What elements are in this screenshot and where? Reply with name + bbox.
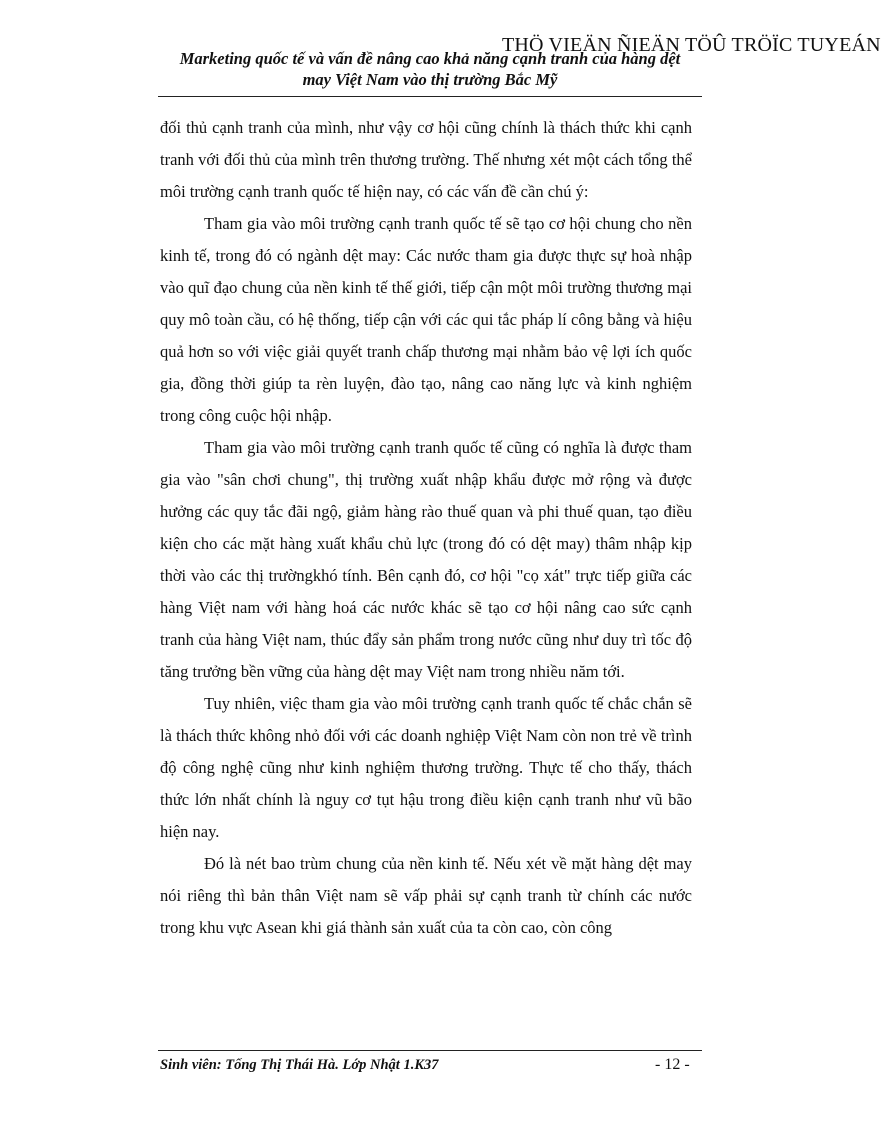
paragraph-2: Tham gia vào môi trường cạnh tranh quốc tế sẽ tạo cơ hội chung cho nền kinh tế, trong đó có ngành dệt may: Các nước tham gia được thực sự hoà nhập vào quĩ đạo chung của nền kinh tế thế giới, tiếp cận một môi trường thương mại quy mô toàn cầu, có hệ thống, tiếp cận với các qui tắc pháp lí công bằng và hiệu quả hơn so với việc giải quyết tranh chấp thương mại nhằm bảo vệ lợi ích quốc gia, đồng thời giúp ta rèn luyện, đào tạo, nâng cao năng lực và kinh nghiệm trong công cuộc hội nhập.: [160, 214, 692, 425]
watermark-text: THÖ VIEÄN ÑIEÄN TÖÛ TRÖÏC TUYEÁN: [502, 34, 881, 56]
header-title-line-2: may Việt Nam vào thị trường Bắc Mỹ: [302, 70, 558, 89]
paragraph-1: đối thủ cạnh tranh của mình, như vậy cơ hội cũng chính là thách thức khi cạnh tranh với đối thủ của mình trên thương trường. Thế nhưng xét một cách tổng thể môi trường cạnh tranh quốc tế hiện nay, có các vấn đề cần chú ý:: [160, 118, 692, 201]
header-divider: [158, 96, 702, 97]
header-title-line-1: Marketing quốc tế và vấn đề nâng cao khả năng cạnh tranh của hàng dệt: [179, 49, 681, 68]
footer-author: Sinh viên: Tống Thị Thái Hà. Lớp Nhật 1.K37: [160, 1057, 439, 1073]
paragraph-5: Đó là nét bao trùm chung của nền kinh tế. Nếu xét về mặt hàng dệt may nói riêng thì bản thân Việt nam sẽ vấp phải sự cạnh tranh từ chính các nước trong khu vực Asean khi giá thành sản xuất của ta còn cao, còn công: [160, 854, 692, 937]
page-header: [150, 48, 710, 90]
paragraph-4: Tuy nhiên, việc tham gia vào môi trường cạnh tranh quốc tế chắc chắn sẽ là thách thức không nhỏ đối với các doanh nghiệp Việt Nam còn non trẻ về trình độ công nghệ cũng như kinh nghiệm thương trường. Thực tế cho thấy, thách thức lớn nhất chính là nguy cơ tụt hậu trong điều kiện cạnh tranh như vũ bão hiện nay.: [160, 694, 692, 841]
page-number: - 12 -: [655, 1056, 690, 1073]
footer-divider: [158, 1050, 702, 1051]
paragraph-3: Tham gia vào môi trường cạnh tranh quốc tế cũng có nghĩa là được tham gia vào "sân chơi chung", thị trường xuất nhập khẩu được mở rộng và được hưởng các quy tắc đãi ngộ, giảm hàng rào thuế quan và phi thuế quan, tạo điều kiện cho các mặt hàng xuất khẩu chủ lực (trong đó có dệt may) thâm nhập kịp thời vào các thị trườngkhó tính. Bên cạnh đó, cơ hội "cọ xát" trực tiếp giữa các hàng Việt nam với hàng hoá các nước khác sẽ tạo cơ hội nâng cao sức cạnh tranh của hàng Việt nam, thúc đẩy sản phẩm trong nước cũng như duy trì tốc độ tăng trưởng bền vững của hàng dệt may Việt nam trong nhiều năm tới.: [160, 438, 692, 681]
document-body: [160, 112, 692, 944]
